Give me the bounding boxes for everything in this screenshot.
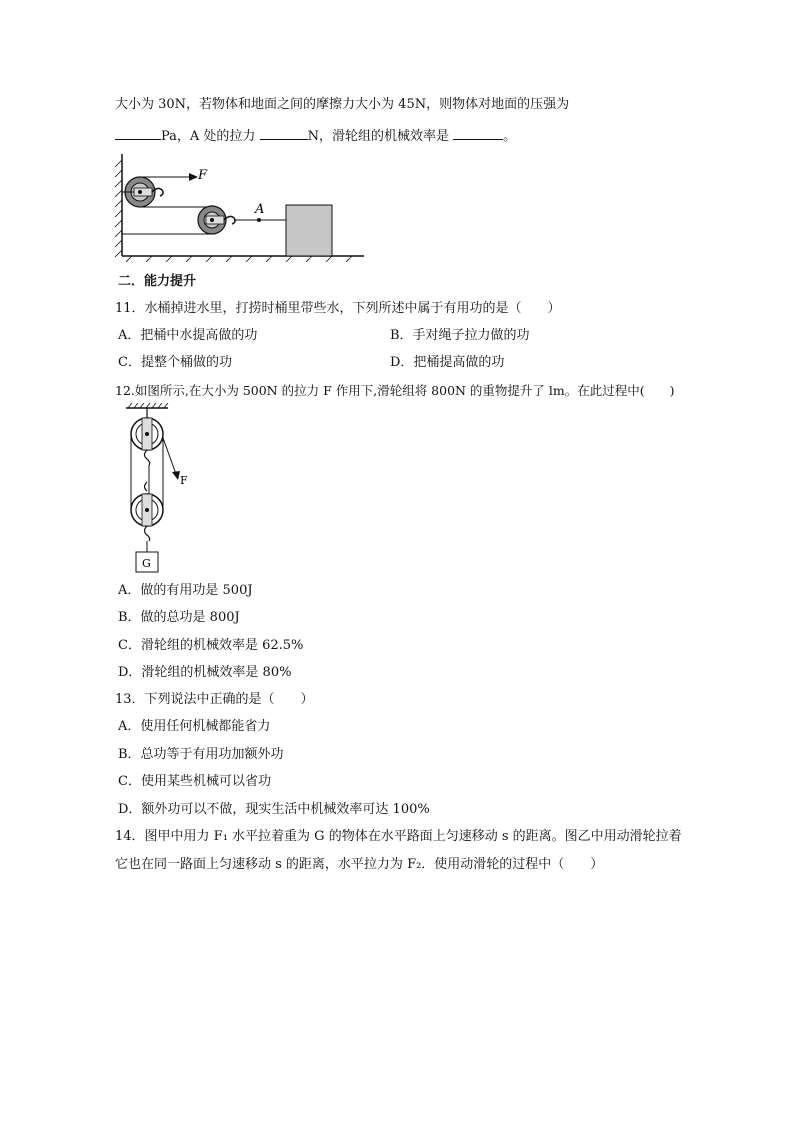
- q12-option-c[interactable]: C．滑轮组的机械效率是 62.5%: [118, 638, 304, 653]
- q11-option-c[interactable]: C．提整个桶做的功: [118, 355, 232, 370]
- q10-pulley-figure: [112, 152, 372, 262]
- q11-stem: 11．水桶掉进水里，打捞时桶里带些水，下列所述中属于有用功的是（ ）: [115, 301, 561, 316]
- q12-stem: 12.如图所示,在大小为 500N 的拉力 F 作用下,滑轮组将 800N 的重物提升了 lm。在此过程中( ): [115, 383, 675, 398]
- q13-option-c[interactable]: C．使用某些机械可以省功: [118, 774, 271, 789]
- q10-line2: Pa，A 处的拉力 N，滑轮组的机械效率是 。: [115, 125, 516, 146]
- section-title: 二．能力提升: [118, 274, 197, 289]
- q13-option-b[interactable]: B．总功等于有用功加额外功: [118, 747, 284, 762]
- q12-option-a[interactable]: A．做的有用功是 500J: [118, 583, 253, 598]
- q13-stem: 13．下列说法中正确的是（ ）: [115, 692, 314, 707]
- label-F-q12: F: [180, 474, 188, 487]
- q11-option-d[interactable]: D．把桶提高做的功: [390, 355, 505, 370]
- q12-option-b[interactable]: B．做的总功是 800J: [118, 610, 240, 625]
- q11-option-b[interactable]: B．手对绳子拉力做的功: [390, 328, 530, 343]
- answer-blank-efficiency[interactable]: [453, 125, 503, 140]
- label-A-q10: A: [255, 202, 265, 217]
- q13-option-a[interactable]: A．使用任何机械都能省力: [118, 719, 271, 734]
- label-F-q10: F: [198, 168, 208, 183]
- q12-option-d[interactable]: D．滑轮组的机械效率是 80%: [118, 665, 292, 680]
- q13-option-d[interactable]: D．额外功可以不做，现实生活中机械效率可达 100%: [118, 802, 430, 817]
- q11-option-a[interactable]: A．把桶中水提高做的功: [118, 328, 258, 343]
- q14-line2: 它也在同一路面上匀速移动 s 的距离，水平拉力为 F₂．使用动滑轮的过程中（ ）: [115, 857, 604, 872]
- q14-line1: 14．图甲中用力 F₁ 水平拉着重为 G 的物体在水平路面上匀速移动 s 的距离。图乙中用动滑轮拉着: [115, 829, 682, 844]
- q12-pulley-figure: [120, 402, 200, 574]
- label-G: G: [142, 557, 151, 570]
- q10-line1: 大小为 30N，若物体和地面之间的摩擦力大小为 45N，则物体对地面的压强为: [115, 97, 570, 112]
- answer-blank-force-a[interactable]: [260, 125, 308, 140]
- answer-blank-pressure[interactable]: [115, 125, 161, 140]
